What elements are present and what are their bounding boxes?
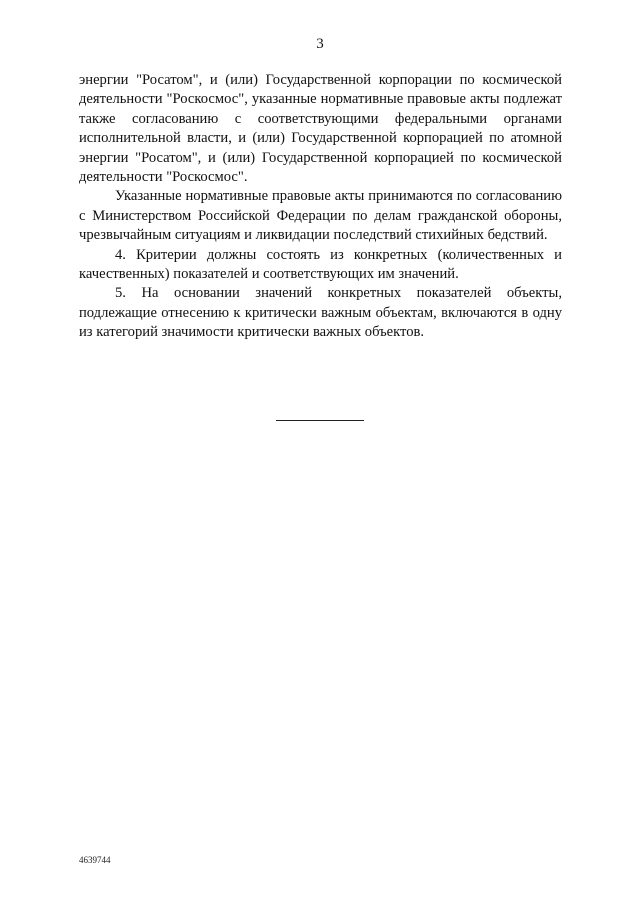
paragraph-item-5: 5. На основании значений конкретных показателей объекты, подлежащие отнесению к критически важным объектам, включаются в одну из категорий значимости критически важных объектов.	[79, 285, 562, 341]
paragraph-continuation: энергии "Росатом", и (или) Государственной корпорации по космической деятельности "Роскосмос", указанные нормативные правовые акты подлежат также согласованию с соответствующими федеральными органами исполнительной власти, и (или) Государственной корпорацией по атомной энергии "Росатом", и (или) Государственной корпорацией по космической деятельности "Роскосмос".	[79, 72, 562, 186]
document-body	[79, 71, 562, 343]
paragraph-item-4: 4. Критерии должны состоять из конкретных (количественных и качественных) показателей и соответствующих им значений.	[79, 246, 562, 283]
paragraph-approval-note: Указанные нормативные правовые акты принимаются по согласованию с Министерством Российской Федерации по делам гражданской обороны, чрезвычайным ситуациям и ликвидации последствий стихийных бедствий.	[79, 188, 562, 244]
page-number: 3	[316, 36, 324, 52]
document-id: 4639744	[79, 855, 111, 865]
end-separator-line	[276, 420, 364, 421]
